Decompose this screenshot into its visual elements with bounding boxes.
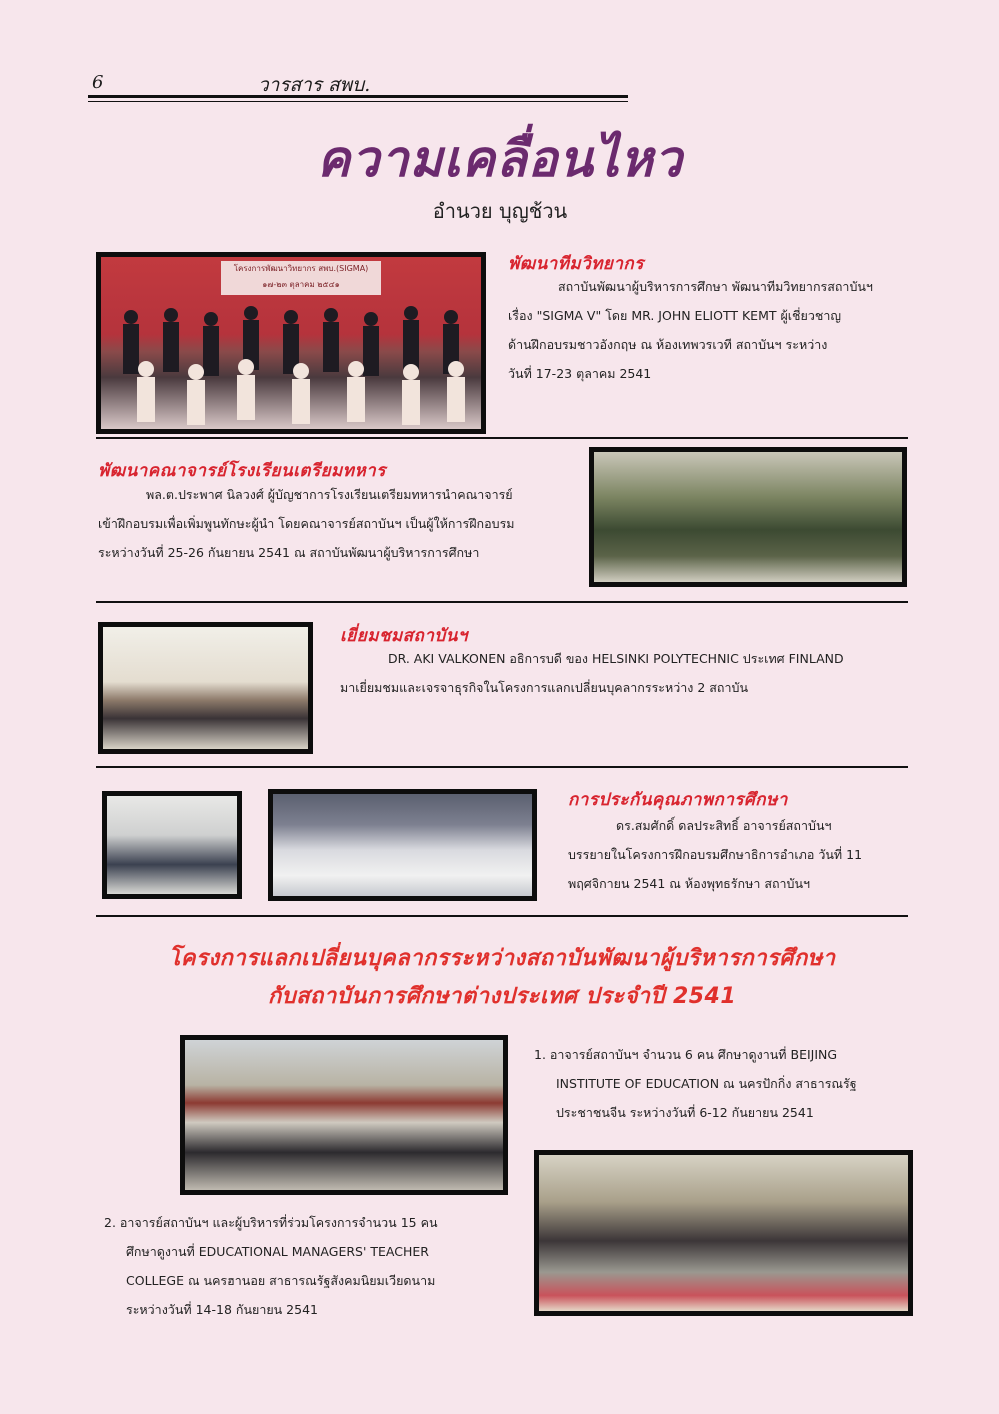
photo-lecturer <box>102 791 242 899</box>
text-line: ประชาชนจีน ระหว่างวันที่ 6-12 กันยายน 2541 <box>556 1105 814 1120</box>
text-line: 1. อาจารย์สถาบันฯ จำนวน 6 คน ศึกษาดูงานที่ BEIJING <box>534 1047 838 1062</box>
section-divider <box>96 601 908 603</box>
photo-banner-line1: โครงการพัฒนาวิทยากร สพบ.(SIGMA) <box>233 264 369 273</box>
photo-hanoi <box>534 1150 913 1316</box>
section-heading-quality: การประกันคุณภาพการศึกษา <box>568 790 788 810</box>
section-divider <box>96 915 908 917</box>
text-line: ด้านฝึกอบรมชาวอังกฤษ ณ ห้องเทพวรเวที สถาบันฯ ระหว่าง <box>508 337 828 352</box>
text-line: 2. อาจารย์สถาบันฯ และผู้บริหารที่ร่วมโครงการจำนวน 15 คน <box>104 1215 438 1230</box>
journal-name: วารสาร สพบ. <box>258 74 371 96</box>
section-text-trainer-team <box>508 272 918 388</box>
photo-sigma-group <box>96 252 486 434</box>
author-name: อำนวย บุญช้วน <box>432 199 568 223</box>
header-rule <box>88 95 628 98</box>
photo-beijing <box>180 1035 508 1195</box>
section-text-visit <box>340 644 910 702</box>
section-heading-military-school: พัฒนาคณาจารย์โรงเรียนเตรียมทหาร <box>98 461 386 481</box>
section-heading-trainer-team: พัฒนาทีมวิทยากร <box>508 254 644 274</box>
text-line: เรื่อง "SIGMA Ⅴ" โดย MR. JOHN ELIOTT KEMT ผู้เชี่ยวชาญ <box>508 308 842 323</box>
exchange-heading-line1: โครงการแลกเปลี่ยนบุคลากรระหว่างสถาบันพัฒนาผู้บริหารการศึกษา <box>168 946 836 971</box>
text-line: INSTITUTE OF EDUCATION ณ นครปักกิ่ง สาธารณรัฐ <box>556 1076 857 1091</box>
page-number: 6 <box>92 72 104 93</box>
text-line: ศึกษาดูงานที่ EDUCATIONAL MANAGERS' TEACHER <box>126 1244 429 1259</box>
text-line: สถาบันพัฒนาผู้บริหารการศึกษา พัฒนาทีมวิทยากรสถาบันฯ <box>558 279 873 294</box>
text-line: COLLEGE ณ นครฮานอย สาธารณรัฐสังคมนิยมเวียดนาม <box>126 1273 436 1288</box>
text-line: วันที่ 17-23 ตุลาคม 2541 <box>508 366 652 381</box>
section-divider <box>96 766 908 768</box>
people-silhouettes <box>101 257 481 429</box>
exchange-item-2 <box>104 1208 514 1324</box>
text-line: DR. AKI VALKONEN อธิการบดี ของ HELSINKI POLYTECHNIC ประเทศ FINLAND <box>388 651 844 666</box>
text-line: บรรยายในโครงการฝึกอบรมศึกษาธิการอำเภอ วันที่ 11 <box>568 847 863 862</box>
header-rule-thin <box>88 101 628 102</box>
photo-banner-line2: ๑๗-๒๓ ตุลาคม ๒๕๔๑ <box>262 280 340 289</box>
section-divider <box>96 437 908 439</box>
section-text-quality <box>568 811 913 898</box>
text-line: เข้าฝึกอบรมเพื่อเพิ่มพูนทักษะผู้นำ โดยคณาจารย์สถาบันฯ เป็นผู้ให้การฝึกอบรม <box>98 516 515 531</box>
text-line: มาเยี่ยมชมและเจรจาธุรกิจในโครงการแลกเปลี่ยนบุคลากรระหว่าง 2 สถาบัน <box>340 680 748 695</box>
section-text-military-school <box>98 480 578 567</box>
photo-military-group <box>589 447 907 587</box>
section-heading-visit: เยี่ยมชมสถาบันฯ <box>340 626 468 646</box>
exchange-heading-line2: กับสถาบันการศึกษาต่างประเทศ ประจำปี 2541 <box>267 984 737 1009</box>
text-line: พฤศจิกายน 2541 ณ ห้องพุทธรักษา สถาบันฯ <box>568 876 811 891</box>
text-line: ระหว่างวันที่ 14-18 กันยายน 2541 <box>126 1302 318 1317</box>
exchange-item-1 <box>534 1040 919 1127</box>
text-line: ดร.สมศักดิ์ ดลประสิทธิ์ อาจารย์สถาบันฯ <box>616 818 832 833</box>
text-line: ระหว่างวันที่ 25-26 กันยายน 2541 ณ สถาบันพัฒนาผู้บริหารการศึกษา <box>98 545 480 560</box>
photo-finland-visit <box>98 622 313 754</box>
page-title: ความเคลื่อนไหว <box>316 129 684 188</box>
photo-classroom <box>268 789 537 901</box>
text-line: พล.ต.ประพาศ นิลวงศ์ ผู้บัญชาการโรงเรียนเตรียมทหารนำคณาจารย์ <box>146 487 513 502</box>
